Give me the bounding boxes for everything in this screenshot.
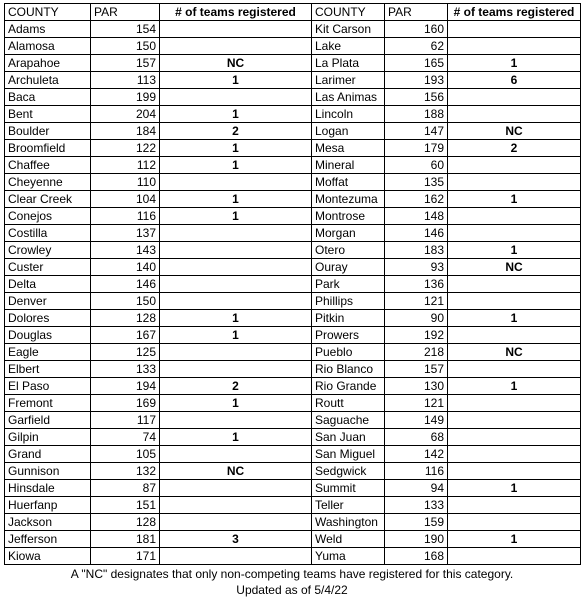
right-teams-cell bbox=[448, 412, 581, 429]
right-par-cell: 160 bbox=[385, 21, 448, 38]
right-par-cell: 157 bbox=[385, 361, 448, 378]
right-teams-cell bbox=[448, 361, 581, 378]
right-county-cell: Park bbox=[312, 276, 385, 293]
right-teams-cell bbox=[448, 89, 581, 106]
right-teams-cell bbox=[448, 208, 581, 225]
left-teams-cell: 1 bbox=[160, 140, 312, 157]
left-par-cell: 199 bbox=[91, 89, 160, 106]
header-county: COUNTY bbox=[5, 4, 91, 21]
left-county-cell: Arapahoe bbox=[5, 55, 91, 72]
right-county-cell: Mineral bbox=[312, 157, 385, 174]
left-par-cell: 128 bbox=[91, 514, 160, 531]
left-county-cell: Grand bbox=[5, 446, 91, 463]
right-county-cell: Logan bbox=[312, 123, 385, 140]
right-county-cell: Montrose bbox=[312, 208, 385, 225]
left-teams-cell bbox=[160, 514, 312, 531]
table-row bbox=[5, 497, 581, 514]
right-par-cell: 192 bbox=[385, 327, 448, 344]
table-row bbox=[5, 21, 581, 38]
left-teams-cell: 1 bbox=[160, 395, 312, 412]
table-row bbox=[5, 514, 581, 531]
right-county-cell: Montezuma bbox=[312, 191, 385, 208]
left-county-cell: Chaffee bbox=[5, 157, 91, 174]
left-county-cell: Eagle bbox=[5, 344, 91, 361]
right-county-cell: Lake bbox=[312, 38, 385, 55]
left-teams-cell: 1 bbox=[160, 429, 312, 446]
right-par-cell: 133 bbox=[385, 497, 448, 514]
right-teams-cell bbox=[448, 327, 581, 344]
right-teams-cell bbox=[448, 446, 581, 463]
left-county-cell: Archuleta bbox=[5, 72, 91, 89]
table-row bbox=[5, 157, 581, 174]
left-county-cell: Baca bbox=[5, 89, 91, 106]
right-par-cell: 121 bbox=[385, 395, 448, 412]
right-par-cell: 162 bbox=[385, 191, 448, 208]
table-row bbox=[5, 480, 581, 497]
table-row bbox=[5, 89, 581, 106]
right-teams-cell bbox=[448, 174, 581, 191]
left-county-cell: Dolores bbox=[5, 310, 91, 327]
right-teams-cell: 1 bbox=[448, 191, 581, 208]
right-teams-cell bbox=[448, 548, 581, 565]
table-row bbox=[5, 378, 581, 395]
left-county-cell: Huerfanp bbox=[5, 497, 91, 514]
right-teams-cell bbox=[448, 429, 581, 446]
left-par-cell: 133 bbox=[91, 361, 160, 378]
left-county-cell: Kiowa bbox=[5, 548, 91, 565]
right-par-cell: 121 bbox=[385, 293, 448, 310]
left-teams-cell: 1 bbox=[160, 157, 312, 174]
left-par-cell: 204 bbox=[91, 106, 160, 123]
right-par-cell: 93 bbox=[385, 259, 448, 276]
right-county-cell: Pitkin bbox=[312, 310, 385, 327]
left-teams-cell: 2 bbox=[160, 123, 312, 140]
left-teams-cell: 1 bbox=[160, 208, 312, 225]
left-teams-cell bbox=[160, 548, 312, 565]
right-par-cell: 156 bbox=[385, 89, 448, 106]
right-county-cell: Phillips bbox=[312, 293, 385, 310]
left-par-cell: 137 bbox=[91, 225, 160, 242]
left-county-cell: Gunnison bbox=[5, 463, 91, 480]
header-par: PAR bbox=[91, 4, 160, 21]
left-par-cell: 104 bbox=[91, 191, 160, 208]
right-teams-cell bbox=[448, 463, 581, 480]
right-par-cell: 62 bbox=[385, 38, 448, 55]
right-county-cell: Ouray bbox=[312, 259, 385, 276]
right-teams-cell: 1 bbox=[448, 55, 581, 72]
left-county-cell: Bent bbox=[5, 106, 91, 123]
left-par-cell: 105 bbox=[91, 446, 160, 463]
right-county-cell: Prowers bbox=[312, 327, 385, 344]
right-county-cell: San Miguel bbox=[312, 446, 385, 463]
table-row bbox=[5, 293, 581, 310]
right-county-cell: Teller bbox=[312, 497, 385, 514]
right-par-cell: 130 bbox=[385, 378, 448, 395]
left-par-cell: 74 bbox=[91, 429, 160, 446]
table-row bbox=[5, 191, 581, 208]
left-par-cell: 143 bbox=[91, 242, 160, 259]
left-par-cell: 157 bbox=[91, 55, 160, 72]
left-teams-cell: 2 bbox=[160, 378, 312, 395]
left-county-cell: Costilla bbox=[5, 225, 91, 242]
table-row bbox=[5, 259, 581, 276]
left-par-cell: 122 bbox=[91, 140, 160, 157]
right-county-cell: Pueblo bbox=[312, 344, 385, 361]
table-row bbox=[5, 395, 581, 412]
header-teams-right: # of teams registered bbox=[448, 4, 581, 21]
left-county-cell: Delta bbox=[5, 276, 91, 293]
table-row bbox=[5, 531, 581, 548]
right-par-cell: 159 bbox=[385, 514, 448, 531]
right-teams-cell bbox=[448, 106, 581, 123]
left-par-cell: 125 bbox=[91, 344, 160, 361]
left-teams-cell bbox=[160, 38, 312, 55]
right-par-cell: 146 bbox=[385, 225, 448, 242]
right-teams-cell: 1 bbox=[448, 480, 581, 497]
right-teams-cell: NC bbox=[448, 259, 581, 276]
left-par-cell: 169 bbox=[91, 395, 160, 412]
left-county-cell: Broomfield bbox=[5, 140, 91, 157]
left-teams-cell: 1 bbox=[160, 72, 312, 89]
updated-footnote: Updated as of 5/4/22 bbox=[236, 583, 348, 597]
left-par-cell: 113 bbox=[91, 72, 160, 89]
left-teams-cell bbox=[160, 276, 312, 293]
left-par-cell: 181 bbox=[91, 531, 160, 548]
header-county-right: COUNTY bbox=[312, 4, 385, 21]
table-row bbox=[5, 38, 581, 55]
left-county-cell: El Paso bbox=[5, 378, 91, 395]
right-county-cell: Yuma bbox=[312, 548, 385, 565]
right-teams-cell bbox=[448, 225, 581, 242]
table-row bbox=[5, 106, 581, 123]
table-row bbox=[5, 123, 581, 140]
registration-sheet bbox=[4, 3, 581, 565]
right-county-cell: Kit Carson bbox=[312, 21, 385, 38]
left-county-cell: Douglas bbox=[5, 327, 91, 344]
left-teams-cell bbox=[160, 242, 312, 259]
right-teams-cell: 1 bbox=[448, 310, 581, 327]
right-county-cell: Washington bbox=[312, 514, 385, 531]
left-county-cell: Clear Creek bbox=[5, 191, 91, 208]
left-par-cell: 150 bbox=[91, 38, 160, 55]
header-row bbox=[5, 4, 581, 21]
right-par-cell: 68 bbox=[385, 429, 448, 446]
left-county-cell: Jefferson bbox=[5, 531, 91, 548]
left-par-cell: 167 bbox=[91, 327, 160, 344]
table-row bbox=[5, 429, 581, 446]
left-par-cell: 171 bbox=[91, 548, 160, 565]
table-row bbox=[5, 548, 581, 565]
right-par-cell: 188 bbox=[385, 106, 448, 123]
table-row bbox=[5, 242, 581, 259]
table-row bbox=[5, 446, 581, 463]
right-county-cell: Rio Blanco bbox=[312, 361, 385, 378]
nc-footnote: A "NC" designates that only non-competing teams have registered for this category. bbox=[70, 567, 514, 581]
left-par-cell: 194 bbox=[91, 378, 160, 395]
right-teams-cell: 2 bbox=[448, 140, 581, 157]
table-row bbox=[5, 361, 581, 378]
left-county-cell: Hinsdale bbox=[5, 480, 91, 497]
left-teams-cell bbox=[160, 259, 312, 276]
right-par-cell: 94 bbox=[385, 480, 448, 497]
right-teams-cell: 1 bbox=[448, 242, 581, 259]
left-county-cell: Elbert bbox=[5, 361, 91, 378]
left-teams-cell: 3 bbox=[160, 531, 312, 548]
header-par-right: PAR bbox=[385, 4, 448, 21]
right-teams-cell: 6 bbox=[448, 72, 581, 89]
right-par-cell: 90 bbox=[385, 310, 448, 327]
left-county-cell: Denver bbox=[5, 293, 91, 310]
right-teams-cell bbox=[448, 38, 581, 55]
right-county-cell: Moffat bbox=[312, 174, 385, 191]
right-teams-cell bbox=[448, 21, 581, 38]
left-teams-cell: NC bbox=[160, 463, 312, 480]
left-par-cell: 154 bbox=[91, 21, 160, 38]
left-par-cell: 140 bbox=[91, 259, 160, 276]
right-county-cell: Las Animas bbox=[312, 89, 385, 106]
right-teams-cell bbox=[448, 514, 581, 531]
right-teams-cell bbox=[448, 293, 581, 310]
left-teams-cell bbox=[160, 225, 312, 242]
left-teams-cell: NC bbox=[160, 55, 312, 72]
right-county-cell: Sedgwick bbox=[312, 463, 385, 480]
left-teams-cell: 1 bbox=[160, 310, 312, 327]
left-teams-cell: 1 bbox=[160, 327, 312, 344]
left-teams-cell bbox=[160, 293, 312, 310]
right-teams-cell: 1 bbox=[448, 531, 581, 548]
right-county-cell: Larimer bbox=[312, 72, 385, 89]
right-par-cell: 142 bbox=[385, 446, 448, 463]
right-teams-cell bbox=[448, 395, 581, 412]
right-par-cell: 149 bbox=[385, 412, 448, 429]
table-row bbox=[5, 463, 581, 480]
left-par-cell: 128 bbox=[91, 310, 160, 327]
left-par-cell: 117 bbox=[91, 412, 160, 429]
right-county-cell: Routt bbox=[312, 395, 385, 412]
table-row bbox=[5, 344, 581, 361]
right-par-cell: 116 bbox=[385, 463, 448, 480]
right-county-cell: Summit bbox=[312, 480, 385, 497]
left-teams-cell bbox=[160, 497, 312, 514]
left-par-cell: 112 bbox=[91, 157, 160, 174]
right-teams-cell bbox=[448, 157, 581, 174]
left-teams-cell bbox=[160, 344, 312, 361]
right-county-cell: San Juan bbox=[312, 429, 385, 446]
right-teams-cell: NC bbox=[448, 344, 581, 361]
right-county-cell: Otero bbox=[312, 242, 385, 259]
right-teams-cell bbox=[448, 276, 581, 293]
county-registration-table bbox=[4, 3, 581, 565]
left-teams-cell bbox=[160, 174, 312, 191]
table-row bbox=[5, 174, 581, 191]
right-par-cell: 168 bbox=[385, 548, 448, 565]
left-par-cell: 184 bbox=[91, 123, 160, 140]
left-teams-cell bbox=[160, 412, 312, 429]
left-county-cell: Garfield bbox=[5, 412, 91, 429]
left-par-cell: 87 bbox=[91, 480, 160, 497]
right-teams-cell: NC bbox=[448, 123, 581, 140]
right-county-cell: Saguache bbox=[312, 412, 385, 429]
right-par-cell: 190 bbox=[385, 531, 448, 548]
right-par-cell: 135 bbox=[385, 174, 448, 191]
table-row bbox=[5, 412, 581, 429]
header-teams: # of teams registered bbox=[160, 4, 312, 21]
left-county-cell: Custer bbox=[5, 259, 91, 276]
right-county-cell: La Plata bbox=[312, 55, 385, 72]
table-row bbox=[5, 55, 581, 72]
right-par-cell: 183 bbox=[385, 242, 448, 259]
table-body bbox=[5, 4, 581, 565]
table-row bbox=[5, 140, 581, 157]
table-row bbox=[5, 225, 581, 242]
right-county-cell: Lincoln bbox=[312, 106, 385, 123]
left-teams-cell bbox=[160, 361, 312, 378]
left-county-cell: Conejos bbox=[5, 208, 91, 225]
left-par-cell: 150 bbox=[91, 293, 160, 310]
left-par-cell: 146 bbox=[91, 276, 160, 293]
table-row bbox=[5, 208, 581, 225]
table-row bbox=[5, 72, 581, 89]
left-county-cell: Jackson bbox=[5, 514, 91, 531]
right-county-cell: Weld bbox=[312, 531, 385, 548]
right-par-cell: 148 bbox=[385, 208, 448, 225]
left-county-cell: Cheyenne bbox=[5, 174, 91, 191]
left-county-cell: Alamosa bbox=[5, 38, 91, 55]
right-par-cell: 60 bbox=[385, 157, 448, 174]
right-par-cell: 193 bbox=[385, 72, 448, 89]
left-county-cell: Crowley bbox=[5, 242, 91, 259]
right-par-cell: 165 bbox=[385, 55, 448, 72]
left-county-cell: Fremont bbox=[5, 395, 91, 412]
right-par-cell: 147 bbox=[385, 123, 448, 140]
left-county-cell: Adams bbox=[5, 21, 91, 38]
table-row bbox=[5, 276, 581, 293]
left-teams-cell bbox=[160, 446, 312, 463]
left-teams-cell bbox=[160, 89, 312, 106]
left-teams-cell: 1 bbox=[160, 106, 312, 123]
left-county-cell: Boulder bbox=[5, 123, 91, 140]
left-par-cell: 151 bbox=[91, 497, 160, 514]
left-par-cell: 110 bbox=[91, 174, 160, 191]
right-county-cell: Mesa bbox=[312, 140, 385, 157]
left-par-cell: 116 bbox=[91, 208, 160, 225]
right-county-cell: Rio Grande bbox=[312, 378, 385, 395]
right-par-cell: 179 bbox=[385, 140, 448, 157]
left-par-cell: 132 bbox=[91, 463, 160, 480]
table-row bbox=[5, 327, 581, 344]
right-par-cell: 136 bbox=[385, 276, 448, 293]
left-teams-cell: 1 bbox=[160, 191, 312, 208]
table-row bbox=[5, 310, 581, 327]
left-county-cell: Gilpin bbox=[5, 429, 91, 446]
right-teams-cell: 1 bbox=[448, 378, 581, 395]
right-county-cell: Morgan bbox=[312, 225, 385, 242]
right-teams-cell bbox=[448, 497, 581, 514]
left-teams-cell bbox=[160, 480, 312, 497]
right-par-cell: 218 bbox=[385, 344, 448, 361]
left-teams-cell bbox=[160, 21, 312, 38]
